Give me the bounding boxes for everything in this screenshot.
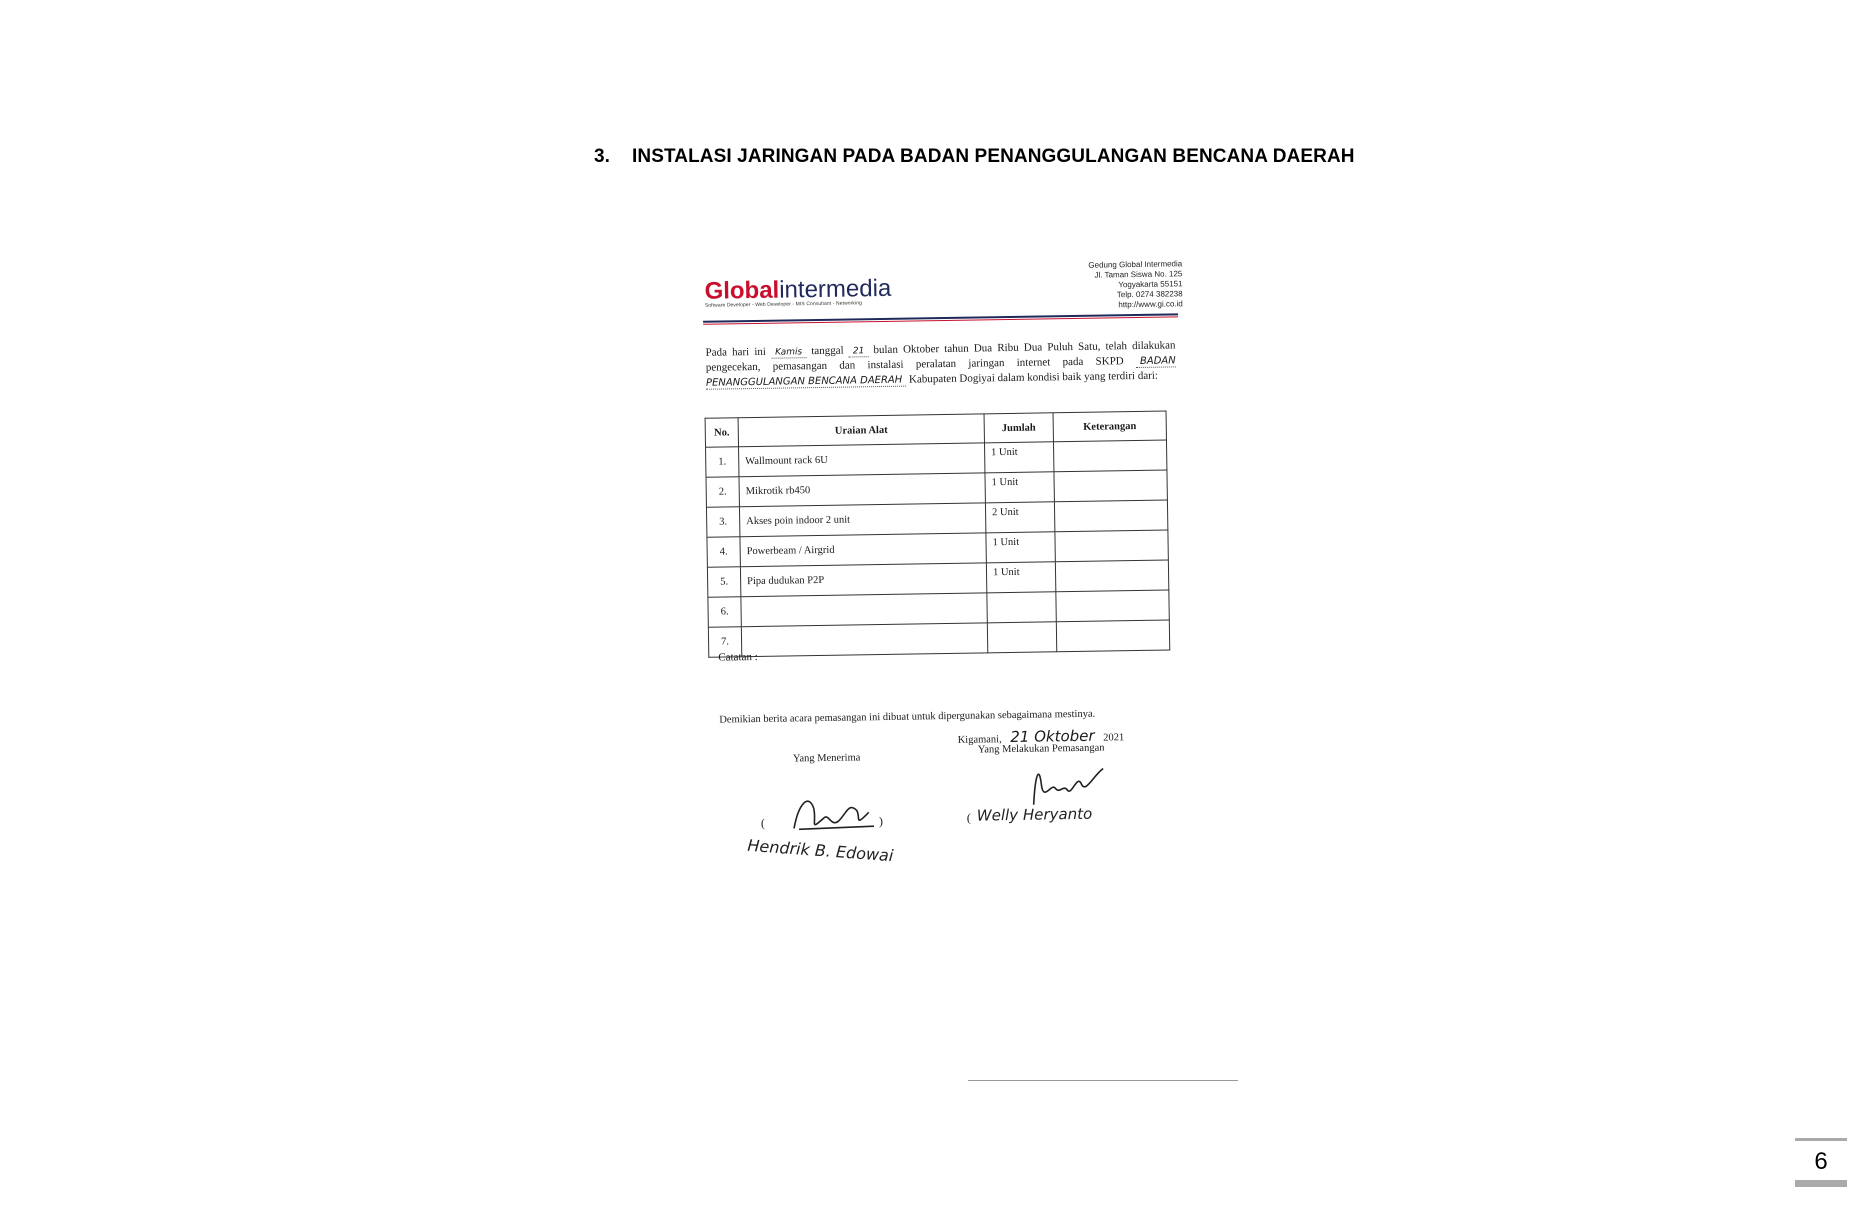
handwritten-day: Kamis [771,347,806,359]
receiver-label: Yang Menerima [792,752,861,765]
scanned-document [690,247,1240,905]
installer-name: Welly Heryanto [976,804,1093,825]
page-number-rule-bottom [1795,1180,1847,1187]
cell-item: Pipa dudukan P2P [740,563,986,597]
cell-qty [987,592,1056,623]
cell-qty: 1 Unit [984,442,1053,473]
handwritten-sign-date: 21 Oktober [1010,726,1095,747]
address-line: Gedung Global Intermedia [1088,259,1183,270]
receiver-signature [768,782,889,844]
installer-label: Yang Melakukan Pemasangan [977,742,1105,756]
cell-qty: 1 Unit [985,472,1054,503]
address-line: http://www.gi.co.id [1118,299,1183,310]
intro-paragraph [705,338,1176,390]
cell-no: 7. [708,627,741,658]
intro-text: Kabupaten Dogiyai dalam kondisi baik yang terdiri dari: [908,369,1159,386]
cell-no: 4. [707,537,740,568]
cell-no: 5. [707,567,740,598]
page-number-rule-top [1795,1138,1847,1141]
cell-note [1056,620,1169,652]
header-qty: Jumlah [984,413,1053,443]
company-logo [704,275,891,309]
address-line: Yogyakarta 55151 [1118,279,1183,290]
cell-no: 1. [706,447,739,478]
place-name: Kigamani, [957,734,1002,746]
intro-text: Pada hari ini [705,345,767,359]
cell-note [1054,470,1167,502]
cell-item: Mikrotik rb450 [739,473,985,507]
table-row [708,620,1169,657]
logo-global: Global [704,276,780,305]
paren-open: ( [760,815,766,830]
cell-item [741,623,987,657]
cell-item: Akses poin indoor 2 unit [739,503,985,537]
page-number: 6 [1814,1148,1828,1175]
cell-qty: 1 Unit [986,532,1055,563]
paren-open: ( [966,810,971,825]
header-item: Uraian Alat [738,414,984,447]
cell-note [1053,440,1166,472]
section-heading [594,146,1355,168]
equipment-table [705,411,1171,658]
address-line: Jl. Taman Siswa No. 125 [1094,269,1183,280]
cell-note [1054,500,1167,532]
logo-intermedia: intermedia [779,274,892,304]
cell-note [1056,590,1169,622]
section-number: 3. [594,146,611,167]
sign-year: 2021 [1103,732,1125,744]
address-line: Telp. 0274 382238 [1116,289,1183,300]
handwritten-skpd: BADAN PENANGGULANGAN BENCANA DAERAH [705,355,1176,389]
cell-item: Wallmount rack 6U [739,443,985,477]
cell-item: Powerbeam / Airgrid [740,533,986,567]
cell-no: 6. [708,597,741,628]
cell-qty: 1 Unit [986,562,1055,593]
cell-note [1055,530,1168,562]
intro-text: bulan Oktober tahun Dua Ribu Dua Puluh Satu, telah dilakukan pengecekan, pemasangan dan instalasi peralatan jaringan internet pada SKPD [705,339,1176,374]
cell-item [741,593,987,627]
cell-note [1055,560,1168,592]
handwritten-date: 21 [849,346,869,357]
cell-no: 3. [706,507,739,538]
cell-no: 2. [706,477,739,508]
header-note: Keterangan [1053,411,1166,442]
closing-statement: Demikian berita acara pemasangan ini dibuat untuk dipergunakan sebagaimana mestinya. [719,708,1096,726]
paren-close: ) [878,814,884,829]
cell-qty: 2 Unit [985,502,1054,533]
cell-qty [987,622,1056,653]
receiver-name: Hendrik B. Edowai [746,835,894,866]
notes-label: Catatan : [718,650,758,664]
header-no: No. [705,418,738,448]
section-title: INSTALASI JARINGAN PADA BADAN PENANGGULANGAN BENCANA DAERAH [632,146,1355,167]
company-address [1088,259,1183,310]
logo-tagline: Software Developer - Web Developer - MIS Consultant - Networking [704,300,863,309]
intro-text: tanggal [811,344,844,358]
scan-edge-line [968,1080,1238,1081]
